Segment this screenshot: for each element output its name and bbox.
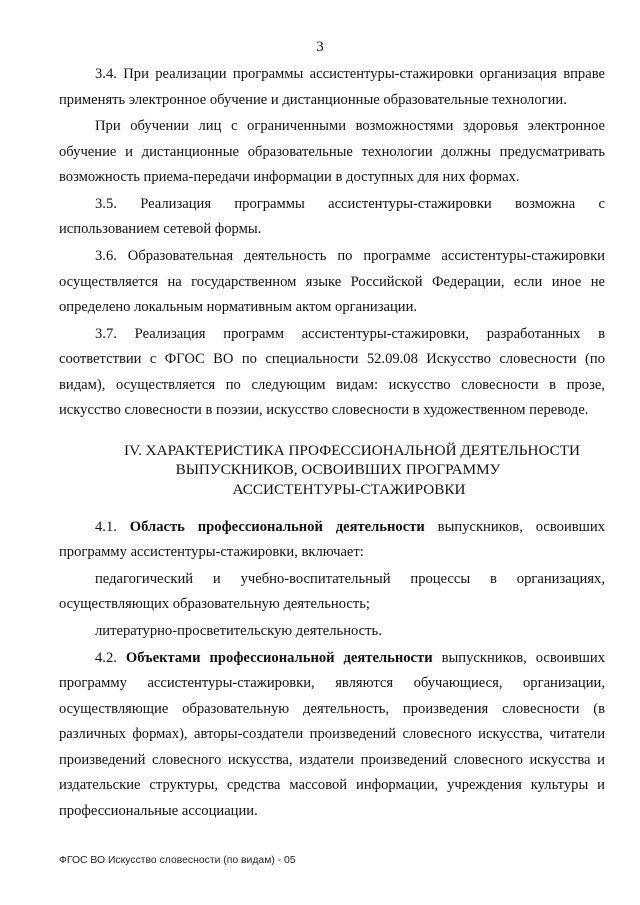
list-item-pedagogical: педагогический и учебно-воспитательный процессы в организациях, осуществляющих образовательную деятельность; — [59, 570, 605, 613]
page-footer: ФГОС ВО Искусство словесности (по видам) - 05 — [59, 855, 296, 866]
paragraph-4-1-term: Область профессиональной деятельности — [129, 518, 425, 535]
paragraph-4-1-text: выпускников, освоивших программу ассистентуры-стажировки, включает: — [59, 518, 605, 561]
paragraph-4-2-text: выпускников, освоивших программу ассистентуры-стажировки, являются обучающиеся, организации, осуществляющие образовательную деятельность, произведения словесности (в различных формах), авторы-создатели произведений словесного искусства, читатели произведений словесного искусства, издатели произведений словесного искусства и издательские структуры, средства массовой информации, учреждения культуры и профессиональные ассоциации. — [59, 649, 605, 819]
paragraph-3-7: 3.7. Реализация программ ассистентуры-стажировки, разработанных в соответствии с ФГОС ВО по специальности 52.09.08 Искусство словесности (по видам), осуществляется по следующим видам: искусство словесности в прозе, искусство словесности в поэзии, искусство словесности в художественном переводе. — [59, 325, 605, 419]
paragraph-3-5: 3.5. Реализация программы ассистентуры-стажировки возможна с использованием сетевой формы. — [59, 195, 605, 238]
paragraph-3-4-disabilities: При обучении лиц с ограниченными возможностями здоровья электронное обучение и дистанционные образовательные технологии должны предусматривать возможность приема-передачи информации в доступных для них формах. — [59, 118, 605, 186]
paragraph-4-2-term: Объектами профессиональной деятельности — [125, 649, 433, 666]
paragraph-4-1-number: 4.1. — [95, 518, 117, 535]
document-body — [59, 62, 605, 825]
paragraph-4-1 — [59, 515, 605, 566]
section-heading-line-1: IV. ХАРАКТЕРИСТИКА ПРОФЕССИОНАЛЬНОЙ ДЕЯТЕЛЬНОСТИ — [124, 441, 580, 459]
page-number: 3 — [316, 39, 324, 55]
section-heading-line-2: ВЫПУСКНИКОВ, ОСВОИВШИХ ПРОГРАММУ — [175, 461, 501, 479]
paragraph-3-6: 3.6. Образовательная деятельность по программе ассистентуры-стажировки осуществляется на государственном языке Российской Федерации, если иное не определено локальным нормативным актом организации. — [59, 248, 605, 316]
section-heading-line-3: АССИСТЕНТУРЫ-СТАЖИРОВКИ — [232, 480, 466, 498]
paragraph-4-2-number: 4.2. — [95, 649, 117, 666]
list-item-literary: литературно-просветительскую деятельность. — [95, 622, 382, 639]
paragraph-4-2 — [59, 646, 605, 825]
section-heading — [59, 441, 605, 500]
paragraph-3-4: 3.4. При реализации программы ассистентуры-стажировки организация вправе применять электронное обучение и дистанционные образовательные технологии. — [59, 66, 605, 108]
